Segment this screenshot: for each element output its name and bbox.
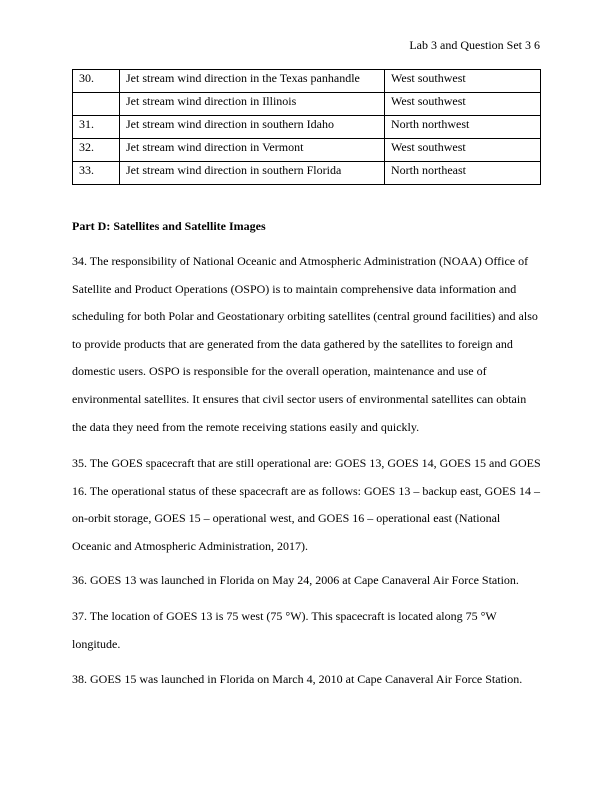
running-head: Lab 3 and Question Set 3 6: [409, 38, 540, 52]
table-row: [73, 93, 541, 116]
row-number: 30.: [73, 70, 120, 93]
row-number: [73, 93, 120, 116]
row-description: Jet stream wind direction in Illinois: [120, 93, 385, 116]
paragraph-37: 37. The location of GOES 13 is 75 west (75 °W). This spacecraft is located along 75 °W longitude.: [72, 609, 497, 651]
section-heading: Part D: Satellites and Satellite Images: [72, 219, 266, 233]
row-answer: North northeast: [385, 162, 541, 185]
row-number: 32.: [73, 139, 120, 162]
table-row: [73, 162, 541, 185]
row-description: Jet stream wind direction in the Texas panhandle: [120, 70, 385, 93]
row-number: 33.: [73, 162, 120, 185]
paragraph-35: 35. The GOES spacecraft that are still operational are: GOES 13, GOES 14, GOES 15 and GOES 16. The operational status of these spacecraft are as follows: GOES 13 – backup east, GOES 14 – on-orbit storage, GOES 15 – operational west, and GOES 16 – operational east (National Oceanic and Atmospheric Administration, 2017).: [72, 456, 541, 553]
row-answer: West southwest: [385, 139, 541, 162]
row-description: Jet stream wind direction in southern Florida: [120, 162, 385, 185]
paragraph-38: 38. GOES 15 was launched in Florida on March 4, 2010 at Cape Canaveral Air Force Station.: [72, 672, 523, 686]
row-answer: West southwest: [385, 93, 541, 116]
paragraph-34: 34. The responsibility of National Oceanic and Atmospheric Administration (NOAA) Office of Satellite and Product Operations (OSPO) is to maintain comprehensive data information and scheduling for both Polar and Geostationary orbiting satellites (central ground facilities) and also to provide products that are generated from the data gathered by the satellites to foreign and domestic users. OSPO is responsible for the overall operation, maintenance and use of environmental satellites. It ensures that civil sector users of environmental satellites can obtain the data they need from the remote receiving stations easily and quickly.: [72, 254, 538, 434]
paragraph-36: 36. GOES 13 was launched in Florida on May 24, 2006 at Cape Canaveral Air Force Station.: [72, 573, 519, 587]
row-number: 31.: [73, 116, 120, 139]
row-description: Jet stream wind direction in Vermont: [120, 139, 385, 162]
row-answer: West southwest: [385, 70, 541, 93]
row-answer: North northwest: [385, 116, 541, 139]
row-description: Jet stream wind direction in southern Idaho: [120, 116, 385, 139]
table-row: [73, 70, 541, 93]
table-row: [73, 116, 541, 139]
answer-table: [72, 69, 541, 185]
table-row: [73, 139, 541, 162]
